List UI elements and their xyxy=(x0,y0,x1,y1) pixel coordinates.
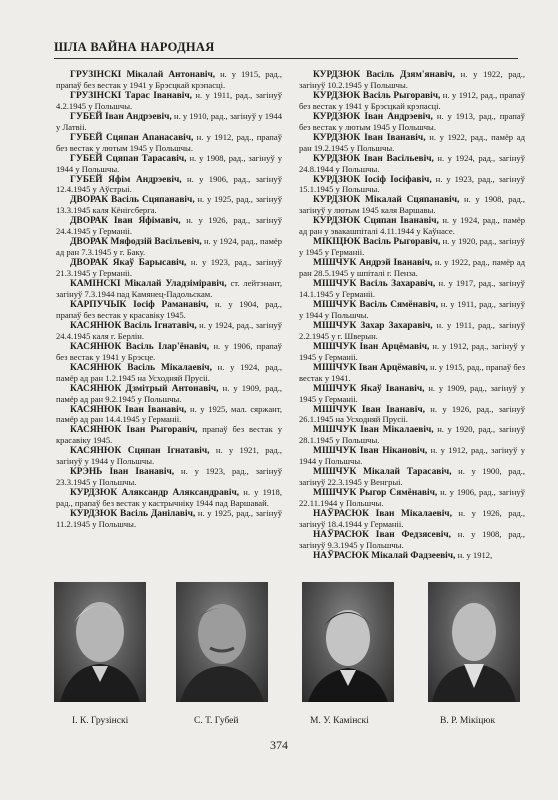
memorial-entry xyxy=(56,467,282,488)
entry-details: н. у 1917, рад., загінуў 14.1.1945 у Германіі. xyxy=(299,278,525,300)
memorial-entry xyxy=(56,216,282,237)
memorial-entry xyxy=(299,530,525,551)
entry-details: н. у 1923, рад., загінуў 21.3.1945 у Германіі. xyxy=(56,257,282,279)
entry-name: КУРДЗЮК Васіль Данілавіч, xyxy=(70,509,196,520)
memorial-entry xyxy=(299,175,525,196)
entry-details: н. у 1913, рад., прапаў без вестак у лютым 1945 у Польшчы. xyxy=(299,110,526,132)
memorial-entry xyxy=(56,279,282,300)
entry-details: ст. лейтэнант, загінуў 7.3.1944 пад Камянец-Падольскам. xyxy=(56,278,282,300)
entry-details: н. у 1926, рад., загінуў 18.4.1944 у Германіі. xyxy=(299,508,526,529)
entry-name: КРЭНЬ Іван Іванавіч, xyxy=(70,467,175,478)
entry-name: МІШЧУК Іван Мікалаевіч, xyxy=(313,425,434,436)
page-number: 374 xyxy=(270,738,288,752)
running-header: ШЛА ВАЙНА НАРОДНАЯ xyxy=(54,40,215,54)
entry-name: КУРДЗЮК Васіль Дзям'янавіч, xyxy=(313,70,455,80)
entry-name: НАЎРАСЮК Іван Федзясевіч, xyxy=(313,529,452,540)
memorial-entry xyxy=(56,509,282,530)
entry-name: КУРДЗЮК Іосіф Іосіфавіч, xyxy=(313,174,432,185)
entry-details: н. у 1909, рад., загінуў у 1945 у Германіі. xyxy=(299,382,526,404)
entry-name: ГУБЕЙ Іван Андрэевіч, xyxy=(70,111,172,122)
entry-name: КАСЯНЮК Васіль Мікалаевіч, xyxy=(70,362,212,373)
entry-details: н. у 1900, рад., загінуў 22.3.1945 у Венгрыі. xyxy=(299,466,525,488)
entry-details: н. у 1925, мал. сяржант, памёр ад ран 14.4.1945 у Германіі. xyxy=(56,403,283,425)
entry-name: КАСЯНЮК Іван Рыгоравіч, xyxy=(70,425,198,436)
memorial-entry xyxy=(299,70,525,91)
entry-name: МІШЧУК Іван Іванавіч, xyxy=(313,404,425,415)
memorial-entry xyxy=(299,425,525,446)
entry-details: н. у 1922, рад., загінуў 10.2.1945 у Польшчы. xyxy=(299,69,525,90)
entry-details: н. у 1906, прапаў без вестак у 1941 у Брэсце. xyxy=(56,340,282,362)
entry-name: ГУБЕЙ Сцяпан Апанасавіч, xyxy=(70,132,194,143)
memorial-entry xyxy=(56,237,282,258)
memorial-entry xyxy=(299,237,525,258)
entry-name: МІШЧУК Іван Арцёмавіч, xyxy=(313,362,428,373)
entry-name: ДВОРАК Мяфодзій Васільевіч, xyxy=(70,237,202,248)
entry-details: н. у 1906, рад., загінуў 22.11.1944 у Польшчы. xyxy=(299,487,525,509)
entry-details: н. у 1923, рад., загінуў 23.3.1945 у Польшчы. xyxy=(56,466,282,488)
memorial-entry xyxy=(299,467,525,488)
memorial-entry xyxy=(56,91,282,112)
entry-name: ДВОРАК Васіль Сцяпанавіч, xyxy=(70,195,195,206)
memorial-entry xyxy=(299,321,525,342)
entry-name: НАЎРАСЮК Іван Мікалаевіч, xyxy=(313,509,452,520)
memorial-entry xyxy=(56,488,282,509)
left-column xyxy=(56,70,282,530)
memorial-entry xyxy=(299,405,525,426)
portrait-3-image xyxy=(302,582,394,702)
memorial-entry xyxy=(299,384,525,405)
right-column xyxy=(299,70,525,562)
photo-caption-1: І. К. Грузінскі xyxy=(72,716,129,726)
entry-name: КАСЯНЮК Васіль Ілар'ёнавіч, xyxy=(70,341,210,352)
entry-details: н. у 1918, рад., прапаў без вестак у кастрычніку 1944 пад Варшавай. xyxy=(56,487,282,509)
entry-details: н. у 1904, рад., прапаў без вестак у красавіку 1945. xyxy=(56,298,283,320)
entry-name: КУРДЗЮК Іван Васільевіч, xyxy=(313,153,434,164)
header-rule xyxy=(54,58,518,59)
entry-details: н. у 1923, рад., загінуў 15.1.1945 у Польшчы. xyxy=(299,173,525,195)
entry-name: КАСЯНЮК Васіль Ігнатавіч, xyxy=(70,320,197,331)
entry-name: МІШЧУК Якаў Іванавіч, xyxy=(313,383,425,394)
memorial-entry xyxy=(299,258,525,279)
memorial-entry xyxy=(56,446,282,467)
memorial-entry xyxy=(299,216,525,237)
memorial-entry xyxy=(56,425,282,446)
entry-name: ДВОРАК Іван Яфімавіч, xyxy=(70,216,181,227)
entry-name: ГРУЗІНСКІ Тарас Іванавіч, xyxy=(70,90,192,101)
portrait-photo-2 xyxy=(176,582,268,702)
memorial-entry xyxy=(299,551,525,562)
entry-name: МІШЧУК Рыгор Сямёнавіч, xyxy=(313,488,438,499)
entry-name: КУРДЗЮК Васіль Рыгоравіч, xyxy=(313,90,441,101)
entry-name: ДВОРАК Якаў Барысавіч, xyxy=(70,258,187,269)
entry-details: н. у 1915, рад., прапаў без вестак у 1941 у Брэсцкай крэпасці. xyxy=(56,69,282,90)
memorial-entry xyxy=(56,70,282,91)
entry-details: н. у 1911, рад., загінуў 4.2.1945 у Польшчы. xyxy=(56,89,282,111)
entry-details: н. у 1912, рад., прапаў без вестак у лютым 1945 у Польшчы. xyxy=(56,131,282,153)
entry-details: н. у 1924, рад., памёр ад ран 7.3.1945 у г. Баку. xyxy=(56,236,283,258)
portrait-2-image xyxy=(176,582,268,702)
portrait-1-image xyxy=(54,582,146,702)
entry-details: н. у 1908, рад., загінуў 9.3.1945 у Польшчы. xyxy=(299,528,525,550)
memorial-entry xyxy=(299,91,525,112)
entry-details: н. у 1908, рад., загінуў у 1944 у Польшчы. xyxy=(56,152,282,174)
entry-name: КУРДЗЮК Іван Іванавіч, xyxy=(313,132,426,143)
entry-details: н. у 1911, рад., загінуў 2.2.1945 у г. Шверын. xyxy=(299,319,525,341)
photo-caption-3: М. У. Камінскі xyxy=(310,716,369,726)
memorial-entry xyxy=(56,154,282,175)
entry-details: н. у 1909, рад., памёр ад ран 9.2.1945 у Польшчы. xyxy=(56,382,282,404)
portrait-4-image xyxy=(428,582,520,702)
memorial-entry xyxy=(56,175,282,196)
portrait-photo-4 xyxy=(428,582,520,702)
memorial-entry xyxy=(56,342,282,363)
memorial-entry xyxy=(299,154,525,175)
memorial-entry xyxy=(56,133,282,154)
entry-name: МІШЧУК Андрэй Іванавіч, xyxy=(313,258,433,269)
entry-details: н. у 1926, рад., загінуў 26.1.1945 на Усходняй Прусіі. xyxy=(299,403,525,425)
entry-name: КУРДЗЮК Сцяпан Іванавіч, xyxy=(313,216,439,227)
entry-details: н. у 1906, рад., загінуў 12.4.1945 у Аўстрыі. xyxy=(56,173,282,195)
entry-name: ГУБЕЙ Сцяпан Тарасавіч, xyxy=(70,153,187,164)
memorial-entry xyxy=(299,488,525,509)
entry-details: н. у 1912, xyxy=(457,549,493,560)
entry-name: МІШЧУК Іван Нікановіч, xyxy=(313,446,428,457)
memorial-entry xyxy=(299,133,525,154)
memorial-entry xyxy=(56,321,282,342)
entry-name: КАСЯНЮК Дзмітрый Антонавіч, xyxy=(70,383,219,394)
memorial-entry xyxy=(56,405,282,426)
memorial-entry xyxy=(299,279,525,300)
entry-details: н. у 1924, рад., загінуў 24.4.1945 каля г. Берлін. xyxy=(56,319,282,341)
entry-name: МІШЧУК Мікалай Тарасавіч, xyxy=(313,467,452,478)
entry-details: н. у 1910, рад., загінуў у 1944 у Латвіі. xyxy=(56,110,282,132)
entry-details: н. у 1921, рад., загінуў у 1944 у Польшчы. xyxy=(56,445,282,467)
entry-details: н. у 1926, рад., загінуў 24.4.1945 у Германіі. xyxy=(56,215,282,237)
entry-details: н. у 1922, рад., памёр ад ран 28.5.1945 у шпіталі г. Пенза. xyxy=(299,257,525,279)
entry-name: КАМІНСКІ Мікалай Уладзіміравіч, xyxy=(70,279,227,290)
entry-details: н. у 1912, рад., прапаў без вестак у 1941 у Брэсцкай крэпасці. xyxy=(299,89,525,111)
photo-caption-2: С. Т. Губей xyxy=(194,716,239,726)
entry-name: МІКІЦЮК Васіль Рыгоравіч, xyxy=(313,237,441,248)
memorial-entry xyxy=(56,112,282,133)
entry-details: н. у 1911, рад., загінуў у 1944 у Польшчы. xyxy=(299,298,525,320)
memorial-entry xyxy=(299,363,525,384)
memorial-entry xyxy=(299,195,525,216)
entry-details: прапаў без вестак у красавіку 1945. xyxy=(56,424,282,446)
memorial-entry xyxy=(299,342,525,363)
memorial-entry xyxy=(299,509,525,530)
entry-name: ГУБЕЙ Яфім Андрэевіч, xyxy=(70,174,182,185)
entry-name: МІШЧУК Іван Арцёмавіч, xyxy=(313,341,430,352)
portrait-photo-1 xyxy=(54,582,146,702)
entry-name: КУРДЗЮК Іван Андрэевіч, xyxy=(313,111,433,122)
entry-details: н. у 1908, рад., загінуў у лютым 1945 каля Варшавы. xyxy=(299,194,525,216)
entry-details: н. у 1920, рад., загінуў 28.1.1945 у Польшчы. xyxy=(299,424,525,446)
memorial-entry xyxy=(56,195,282,216)
entry-details: н. у 1920, рад., загінуў у 1945 у Германіі. xyxy=(299,236,525,258)
entry-name: КАСЯНЮК Сцяпан Ігнатавіч, xyxy=(70,446,210,457)
memorial-entry xyxy=(299,446,525,467)
entry-name: НАЎРАСЮК Мікалай Фадзеевіч, xyxy=(313,550,456,561)
memorial-entry xyxy=(299,300,525,321)
entry-name: КУРДЗЮК Аляксандр Аляксандравіч, xyxy=(70,488,240,499)
entry-details: н. у 1924, рад., памёр ад ран у эвакашпіталі 4.11.1944 у Каўнасе. xyxy=(299,215,526,237)
entry-details: н. у 1925, рад., загінуў 11.2.1945 у Польшчы. xyxy=(56,508,282,529)
photo-caption-4: В. Р. Мікіцюк xyxy=(440,716,496,726)
entry-name: КУРДЗЮК Мікалай Сцяпанавіч, xyxy=(313,195,460,206)
entry-details: н. у 1915, рад., прапаў без вестак у 1941. xyxy=(299,361,525,383)
entry-name: КАРПУЧЫК Іосіф Раманавіч, xyxy=(70,299,209,310)
portrait-photo-3 xyxy=(302,582,394,702)
memorial-entry xyxy=(56,300,282,321)
entry-name: МІШЧУК Васіль Захаравіч, xyxy=(313,279,436,290)
entry-details: н. у 1912, рад., загінуў у 1944 у Польшчы. xyxy=(299,445,526,467)
memorial-entry xyxy=(56,258,282,279)
entry-details: н. у 1925, рад., загінуў 13.3.1945 каля Кёнігсберга. xyxy=(56,194,283,216)
entry-name: КАСЯНЮК Іван Іванавіч, xyxy=(70,404,187,415)
entry-name: ГРУЗІНСКІ Мікалай Антонавіч, xyxy=(70,70,216,80)
memorial-entry xyxy=(56,363,282,384)
entry-name: МІШЧУК Захар Захаравіч, xyxy=(313,320,433,331)
memorial-entry xyxy=(299,112,525,133)
entry-name: МІШЧУК Васіль Сямёнавіч, xyxy=(313,299,438,310)
entry-details: н. у 1922, рад., памёр ад ран 19.2.1945 у Польшчы. xyxy=(299,131,525,153)
entry-details: н. у 1912, рад., загінуў у 1945 у Германіі. xyxy=(299,340,525,362)
entry-details: н. у 1924, рад., загінуў 24.8.1944 у Польшчы. xyxy=(299,152,525,174)
photo-strip xyxy=(0,582,558,702)
memorial-entry xyxy=(56,384,282,405)
entry-details: н. у 1924, рад., памёр ад ран 1.2.1945 на Усходняй Прусіі. xyxy=(56,361,282,383)
